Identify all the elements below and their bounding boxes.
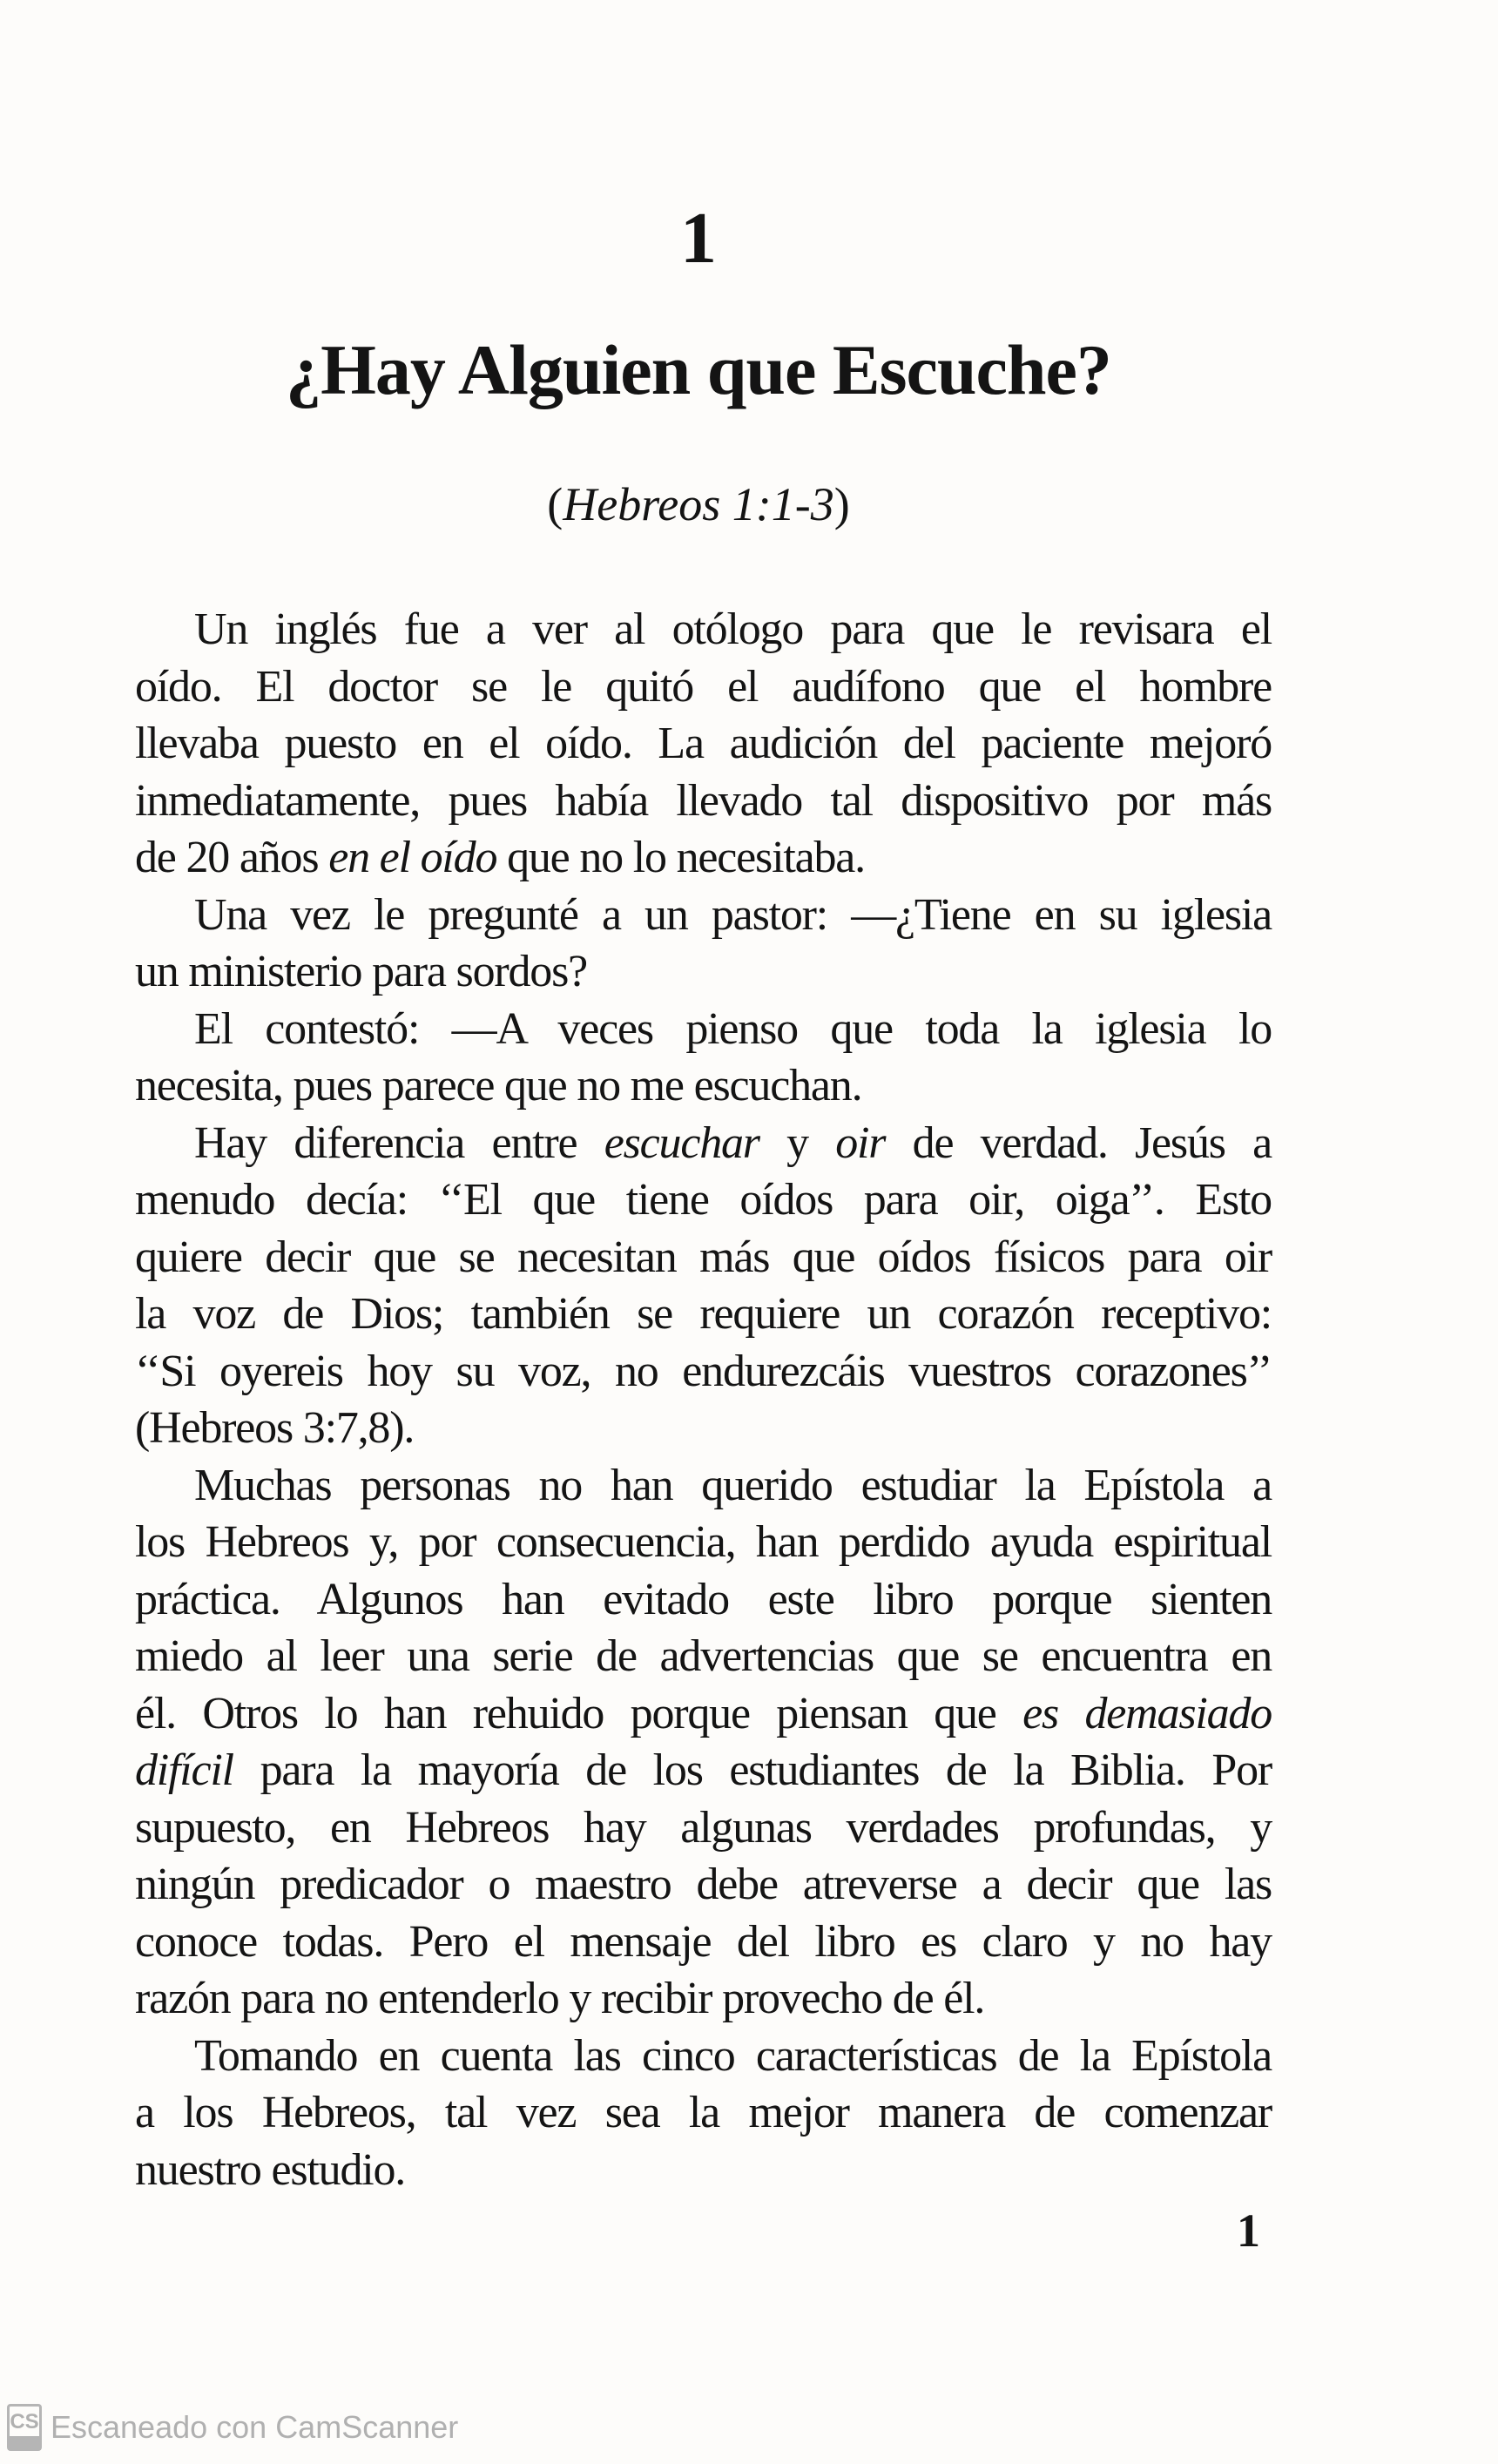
text-span: ningún predicador o maestro debe atreverse a decir que las (135, 1860, 1272, 1909)
text-line (135, 1229, 1272, 1286)
text-line (135, 1514, 1272, 1571)
italic-text: en el oído (328, 833, 497, 882)
ref-close: ) (833, 478, 850, 530)
text-line (135, 1457, 1272, 1515)
text-span: de 20 años (135, 833, 329, 882)
text-line (135, 1799, 1272, 1857)
text-span: que no lo necesitaba. (496, 833, 865, 882)
text-line (135, 1171, 1272, 1229)
text-line (135, 658, 1272, 716)
text-span: conoce todas. Pero el mensaje del libro es claro y no hay (135, 1916, 1272, 1967)
text-span: y (759, 1117, 836, 1168)
ref-open: ( (547, 478, 563, 530)
text-span: Hay diferencia entre (194, 1117, 604, 1168)
text-span: llevaba puesto en el oído. La audición del paciente mejoró (135, 719, 1272, 768)
body-text (135, 601, 1272, 2198)
text-line (135, 715, 1272, 773)
camscanner-watermark (7, 2404, 458, 2451)
camscanner-logo-icon: CS (7, 2404, 42, 2451)
text-line (135, 601, 1272, 658)
text-line (135, 2142, 1272, 2199)
italic-text: escuchar (604, 1117, 759, 1168)
chapter-title: ¿Hay Alguien que Escuche? (286, 330, 1111, 409)
text-line (135, 887, 1272, 944)
text-span: razón para no entenderlo y recibir provecho de él. (135, 1974, 985, 2023)
italic-text: es demasiado (1022, 1688, 1272, 1738)
text-line (135, 2028, 1272, 2085)
text-span: práctica. Algunos han evitado este libro porque sienten (135, 1574, 1272, 1624)
text-line (135, 1057, 1272, 1115)
text-span: él. Otros lo han rehuido porque piensan que (135, 1688, 1023, 1738)
text-span: Muchas personas no han querido estudiar la Epístola a (194, 1460, 1272, 1510)
text-line (135, 1286, 1272, 1343)
text-line (135, 1970, 1272, 2028)
text-line (135, 943, 1272, 1001)
text-line (135, 773, 1272, 830)
text-span: inmediatamente, pues había llevado tal dispositivo por más (135, 775, 1272, 826)
text-span: para la mayoría de los estudiantes de la Biblia. Por (233, 1745, 1272, 1795)
text-span: la voz de Dios; también se requiere un corazón receptivo: (135, 1289, 1272, 1339)
text-line (135, 2084, 1272, 2142)
text-line (135, 1914, 1272, 1971)
italic-text: oir (835, 1117, 886, 1168)
text-span: ‘‘Si oyereis hoy su voz, no endurezcáis vuestros corazones’’ (135, 1346, 1272, 1396)
text-span: nuestro estudio. (135, 2144, 406, 2195)
text-span: oído. El doctor se le quitó el audífono que el hombre (135, 661, 1272, 712)
text-span: Tomando en cuenta las cinco características de la Epístola (194, 2030, 1272, 2081)
text-line (135, 1685, 1272, 1743)
page-number: 1 (1237, 2204, 1260, 2257)
text-span: a los Hebreos, tal vez sea la mejor manera de comenzar (135, 2088, 1272, 2137)
chapter-number: 1 (680, 198, 717, 279)
text-span: de verdad. Jesús a (885, 1117, 1272, 1168)
text-span: supuesto, en Hebreos hay algunas verdades profundas, y (135, 1802, 1272, 1853)
text-span: menudo decía: ‘‘El que tiene oídos para oir, oiga’’. Esto (135, 1175, 1272, 1225)
text-line (135, 1571, 1272, 1629)
scripture-reference (0, 477, 1397, 531)
text-span: Un inglés fue a ver al otólogo para que le revisara el (194, 604, 1272, 654)
italic-text: difícil (135, 1745, 233, 1795)
text-line (135, 1400, 1272, 1457)
text-line (135, 1742, 1272, 1799)
text-line (135, 1001, 1272, 1058)
text-line (135, 1343, 1272, 1401)
text-span: Una vez le pregunté a un pastor: —¿Tiene en su iglesia (194, 889, 1272, 940)
text-span: los Hebreos y, por consecuencia, han perdido ayuda espiritual (135, 1517, 1272, 1567)
ref-text: Hebreos 1:1-3 (563, 478, 834, 530)
text-span: El contestó: —A veces pienso que toda la iglesia lo (194, 1003, 1272, 1054)
watermark-text: Escaneado con CamScanner (51, 2409, 459, 2445)
text-line (135, 1856, 1272, 1914)
text-span: quiere decir que se necesitan más que oídos físicos para oir (135, 1232, 1272, 1282)
text-line (135, 1628, 1272, 1685)
text-span: un ministerio para sordos? (135, 947, 588, 996)
text-line (135, 1115, 1272, 1172)
text-span: necesita, pues parece que no me escuchan. (135, 1061, 862, 1110)
text-span: miedo al leer una serie de advertencias que se encuentra en (135, 1631, 1272, 1681)
text-line (135, 829, 1272, 887)
text-span: (Hebreos 3:7,8). (135, 1403, 415, 1453)
